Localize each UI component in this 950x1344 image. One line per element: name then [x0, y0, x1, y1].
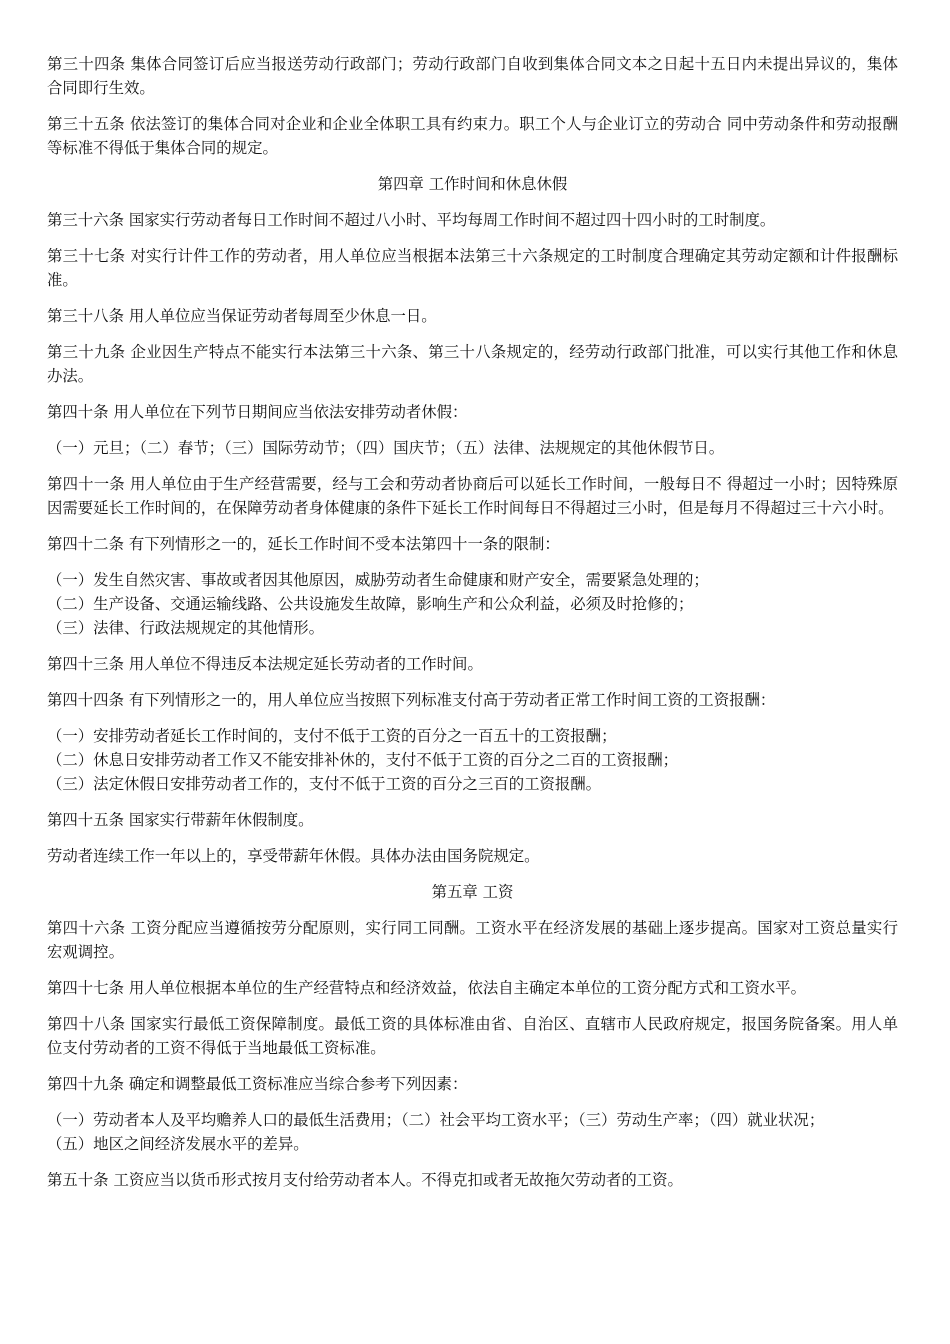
article-35: 第三十五条 依法签订的集体合同对企业和企业全体职工具有约束力。职工个人与企业订立的劳动合 同中劳动条件和劳动报酬等标准不得低于集体合同的规定。 [47, 115, 898, 157]
article-38: 第三十八条 用人单位应当保证劳动者每周至少休息一日。 [47, 307, 437, 325]
article-45: 第四十五条 国家实行带薪年休假制度。 [47, 811, 314, 829]
article-48: 第四十八条 国家实行最低工资保障制度。最低工资的具体标准由省、自治区、直辖市人民政府规定，报国务院备案。用人单位支付劳动者的工资不得低于当地最低工资标准。 [47, 1015, 898, 1057]
list-item: （三）法律、行政法规规定的其他情形。 [47, 619, 325, 637]
article-49-list [47, 1108, 898, 1156]
article-45-detail: 劳动者连续工作一年以上的，享受带薪年休假。具体办法由国务院规定。 [47, 847, 540, 865]
list-item: （三）法定休假日安排劳动者工作的，支付不低于工资的百分之三百的工资报酬。 [47, 775, 602, 793]
article-46: 第四十六条 工资分配应当遵循按劳分配原则，实行同工同酬。工资水平在经济发展的基础上逐步提高。国家对工资总量实行宏观调控。 [47, 919, 898, 961]
article-43: 第四十三条 用人单位不得违反本法规定延长劳动者的工作时间。 [47, 655, 483, 673]
article-47: 第四十七条 用人单位根据本单位的生产经营特点和经济效益，依法自主确定本单位的工资分配方式和工资水平。 [47, 979, 807, 997]
list-item: （二）休息日安排劳动者工作又不能安排补休的，支付不低于工资的百分之二百的工资报酬； [47, 751, 679, 769]
chapter-5-heading: 第五章 工资 [431, 883, 514, 901]
article-34: 第三十四条 集体合同签订后应当报送劳动行政部门；劳动行政部门自收到集体合同文本之日起十五日内未提出异议的，集体合同即行生效。 [47, 55, 898, 97]
article-36: 第三十六条 国家实行劳动者每日工作时间不超过八小时、平均每周工作时间不超过四十四小时的工时制度。 [47, 211, 776, 229]
article-39: 第三十九条 企业因生产特点不能实行本法第三十六条、第三十八条规定的，经劳动行政部门批准，可以实行其他工作和休息办法。 [47, 343, 898, 385]
list-item: （一）安排劳动者延长工作时间的，支付不低于工资的百分之一百五十的工资报酬； [47, 727, 617, 745]
article-50: 第五十条 工资应当以货币形式按月支付给劳动者本人。不得克扣或者无故拖欠劳动者的工资。 [47, 1171, 683, 1189]
article-44: 第四十四条 有下列情形之一的，用人单位应当按照下列标准支付高于劳动者正常工作时间工资的工资报酬： [47, 691, 776, 709]
list-item: （一）劳动者本人及平均赡养人口的最低生活费用；（二）社会平均工资水平；（三）劳动生产率；（四）就业状况； [47, 1111, 825, 1129]
article-42-list [47, 568, 898, 640]
article-44-list [47, 724, 898, 796]
article-40: 第四十条 用人单位在下列节日期间应当依法安排劳动者休假： [47, 403, 468, 421]
article-49: 第四十九条 确定和调整最低工资标准应当综合参考下列因素： [47, 1075, 468, 1093]
list-item: （二）生产设备、交通运输线路、公共设施发生故障，影响生产和公众利益，必须及时抢修的； [47, 595, 694, 613]
article-41: 第四十一条 用人单位由于生产经营需要，经与工会和劳动者协商后可以延长工作时间，一般每日不 得超过一小时；因特殊原因需要延长工作时间的，在保障劳动者身体健康的条件下延长工作时间每日不得超过三小时，但是每月不得超过三十六小时。 [47, 475, 898, 517]
chapter-4-heading: 第四章 工作时间和休息休假 [377, 175, 568, 193]
article-40-holidays: （一）元旦；（二）春节；（三）国际劳动节；（四）国庆节；（五）法律、法规规定的其他休假节日。 [47, 439, 725, 457]
list-item: （一）发生自然灾害、事故或者因其他原因，威胁劳动者生命健康和财产安全，需要紧急处理的； [47, 571, 709, 589]
article-37: 第三十七条 对实行计件工作的劳动者，用人单位应当根据本法第三十六条规定的工时制度合理确定其劳动定额和计件报酬标准。 [47, 247, 898, 289]
list-item: （五）地区之间经济发展水平的差异。 [47, 1135, 309, 1153]
article-42: 第四十二条 有下列情形之一的，延长工作时间不受本法第四十一条的限制： [47, 535, 560, 553]
